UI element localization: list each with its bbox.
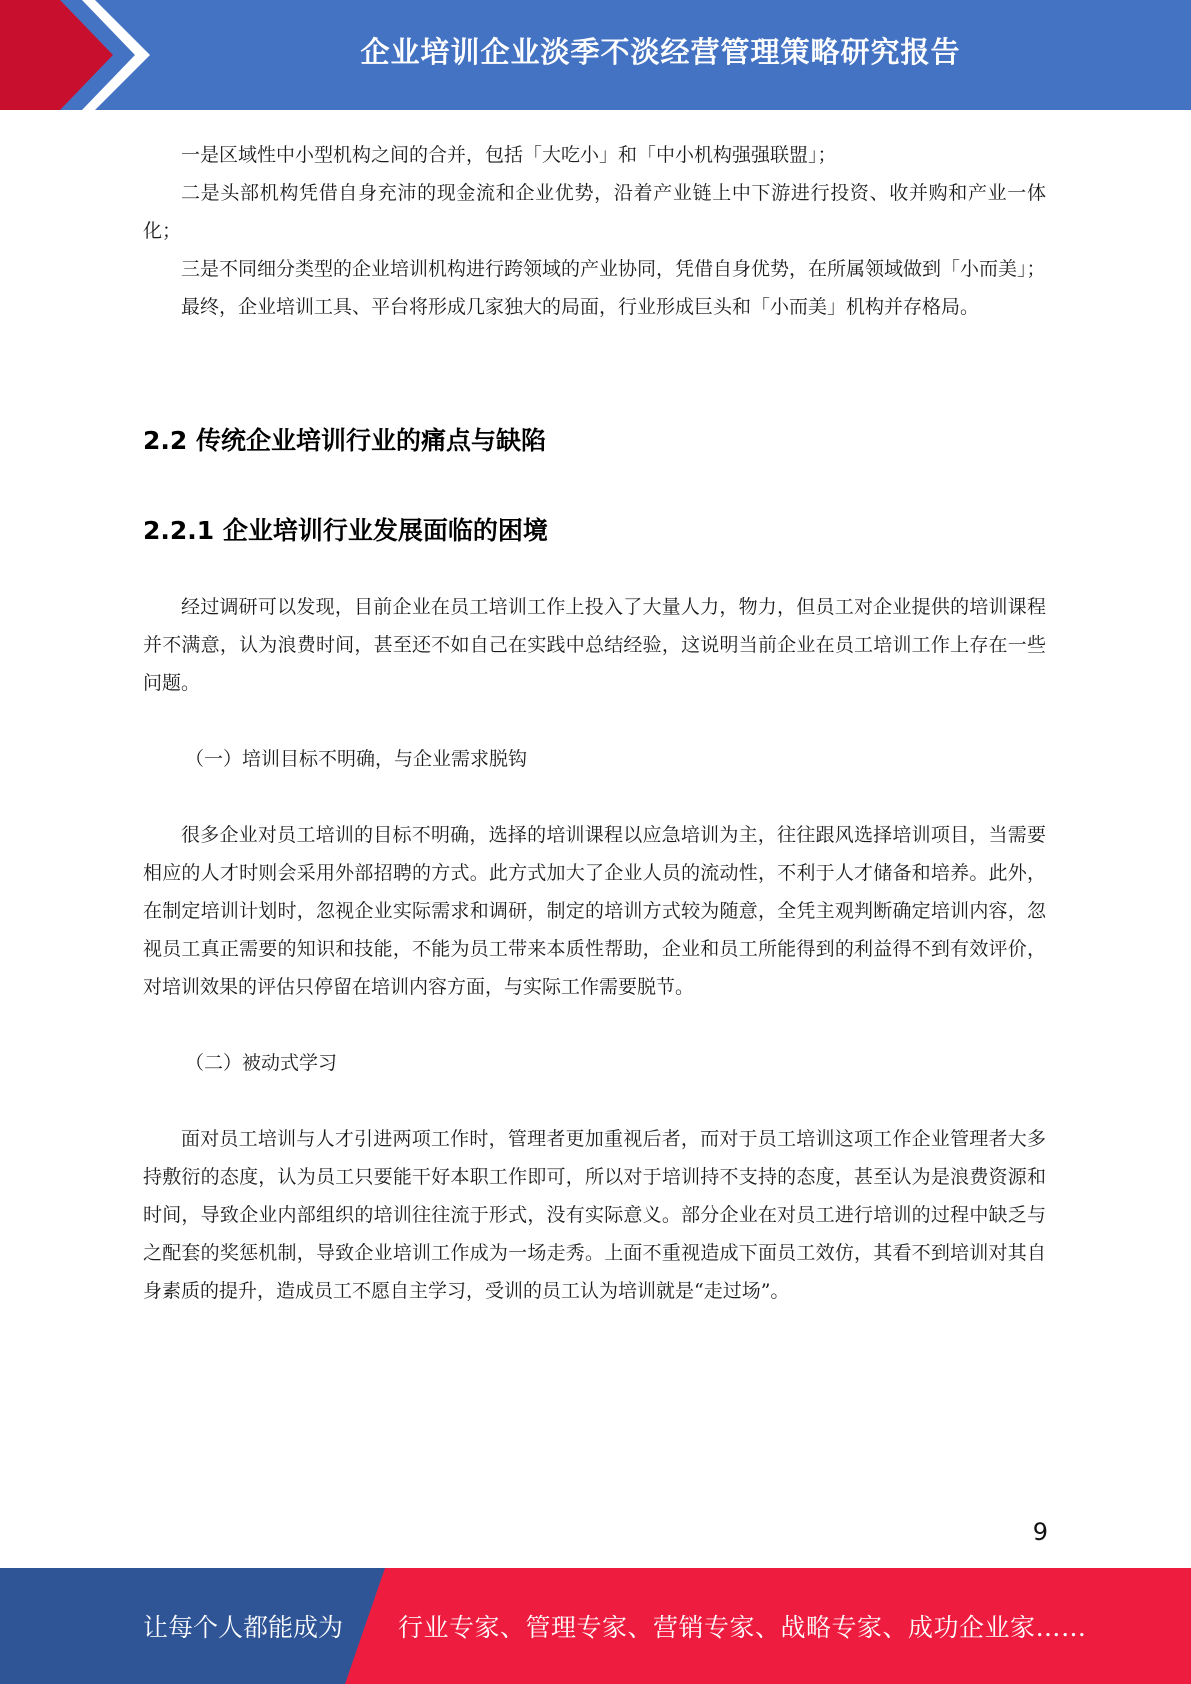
section-heading-2-2: 2.2 传统企业培训行业的痛点与缺陷 (143, 426, 546, 455)
page-number: 9 (1032, 1518, 1048, 1546)
intro-paragraph-1: 一是区域性中小型机构之间的合并，包括「大吃小」和「中小机构强强联盟」； (181, 144, 837, 166)
point-2-title: （二）被动式学习 (185, 1052, 338, 1074)
section-intro-paragraph: 经过调研可以发现，目前企业在员工培训工作上投入了大量人力，物力，但员工对企业提供的培训课程并不满意，认为浪费时间，甚至还不如自己在实践中总结经验，这说明当前企业在员工培训工作上存在一些问题。 (143, 596, 1046, 694)
section-heading-2-2-1: 2.2.1 企业培训行业发展面临的困境 (143, 516, 548, 545)
page-header (0, 0, 1191, 110)
intro-paragraph-4: 最终，企业培训工具、平台将形成几家独大的局面，行业形成巨头和「小而美」机构并存格局。 (181, 296, 980, 318)
point-1-title: （一）培训目标不明确，与企业需求脱钩 (185, 748, 528, 770)
intro-paragraph-3: 三是不同细分类型的企业培训机构进行跨领域的产业协同，凭借自身优势，在所属领域做到「小而美」； (181, 258, 1046, 280)
page-footer (0, 1568, 1191, 1684)
intro-paragraph-2: 二是头部机构凭借自身充沛的现金流和企业优势，沿着产业链上中下游进行投资、收并购和产业一体化； (143, 182, 1046, 242)
point-2-body: 面对员工培训与人才引进两项工作时，管理者更加重视后者，而对于员工培训这项工作企业管理者大多持敷衍的态度，认为员工只要能干好本职工作即可，所以对于培训持不支持的态度，甚至认为是浪费资源和时间，导致企业内部组织的培训往往流于形式，没有实际意义。部分企业在对员工进行培训的过程中缺乏与之配套的奖惩机制，导致企业培训工作成为一场走秀。上面不重视造成下面员工效仿，其看不到培训对其自身素质的提升，造成员工不愿自主学习，受训的员工认为培训就是“走过场”。 (143, 1128, 1046, 1302)
footer-slogan-right: 行业专家、管理专家、营销专家、战略专家、成功企业家…… (398, 1613, 1087, 1642)
footer-slogan-left: 让每个人都能成为 (143, 1613, 344, 1642)
point-1-body: 很多企业对员工培训的目标不明确，选择的培训课程以应急培训为主，往往跟风选择培训项目，当需要相应的人才时则会采用外部招聘的方式。此方式加大了企业人员的流动性，不利于人才储备和培养。此外，在制定培训计划时，忽视企业实际需求和调研，制定的培训方式较为随意，全凭主观判断确定培训内容，忽视员工真正需要的知识和技能，不能为员工带来本质性帮助，企业和员工所能得到的利益得不到有效评价，对培训效果的评估只停留在培训内容方面，与实际工作需要脱节。 (143, 824, 1046, 998)
page-content (143, 136, 1046, 1310)
report-title: 企业培训企业淡季不淡经营管理策略研究报告 (360, 34, 961, 69)
header-chevron-icon (0, 0, 160, 110)
